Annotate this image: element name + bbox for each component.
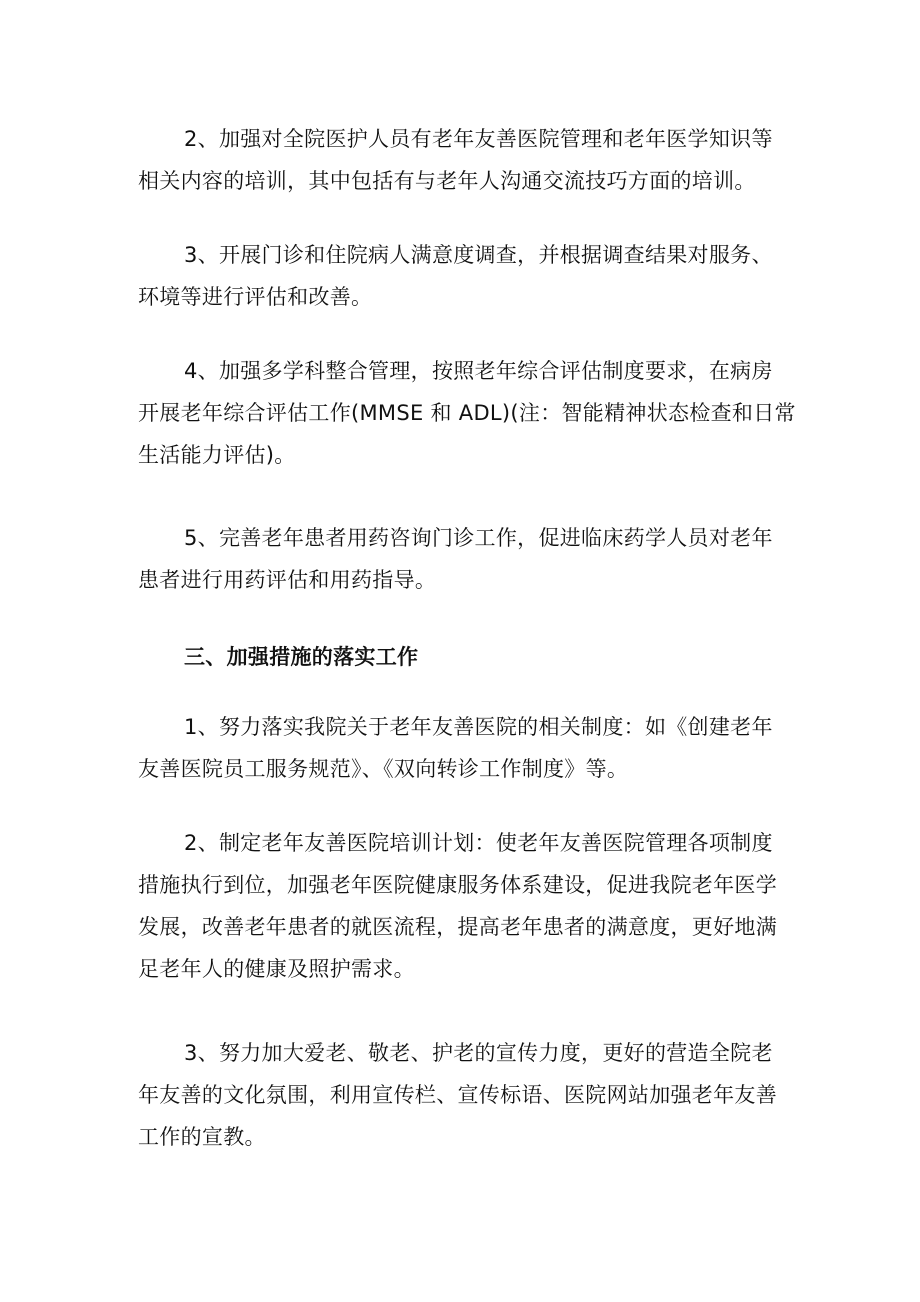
text-line: 1、努力落实我院关于老年友善医院的相关制度：如《创建老年 (184, 715, 773, 739)
paragraph-training-plan (138, 822, 788, 990)
text-line: 2、加强对全院医护人员有老年友善医院管理和老年医学知识等 (184, 127, 773, 151)
text-line: 3、开展门诊和住院病人满意度调查，并根据调查结果对服务、 (184, 243, 773, 267)
text-line: 措施执行到位，加强老年医院健康服务体系建设，促进我院老年医学 (138, 873, 777, 897)
heading-text: 三、加强措施的落实工作 (184, 645, 419, 669)
text-line: 发展，改善老年患者的就医流程，提高老年患者的满意度，更好地满 (138, 915, 777, 939)
text-line: 生活能力评估)。 (138, 443, 296, 467)
paragraph-training (138, 118, 788, 202)
section-heading (138, 636, 788, 678)
text-line: 友善医院员工服务规范》、《双向转诊工作制度》等。 (138, 757, 629, 781)
text-line: 患者进行用药评估和用药指导。 (138, 568, 437, 592)
paragraph-medication-clinic (138, 517, 788, 601)
text-line: 5、完善老年患者用药咨询门诊工作，促进临床药学人员对老年 (184, 526, 773, 550)
paragraph-satisfaction-survey (138, 234, 788, 318)
paragraph-comprehensive-assessment (138, 350, 796, 476)
text-line: 年友善的文化氛围，利用宣传栏、宣传标语、医院网站加强老年友善 (138, 1083, 777, 1107)
text-line: 工作的宣教。 (138, 1125, 266, 1149)
text-line: 相关内容的培训，其中包括有与老年人沟通交流技巧方面的培训。 (138, 169, 756, 193)
text-line: 足老年人的健康及照护需求。 (138, 957, 415, 981)
paragraph-publicity (138, 1032, 788, 1158)
text-line: 4、加强多学科整合管理，按照老年综合评估制度要求，在病房 (184, 359, 773, 383)
text-line: 2、制定老年友善医院培训计划：使老年友善医院管理各项制度 (184, 831, 773, 855)
text-line: 环境等进行评估和改善。 (138, 285, 373, 309)
text-line: 3、努力加大爱老、敬老、护老的宣传力度，更好的营造全院老 (184, 1041, 773, 1065)
paragraph-regulations (138, 706, 788, 790)
text-line: 开展老年综合评估工作(MMSE 和 ADL)(注：智能精神状态检查和日常 (138, 401, 796, 425)
